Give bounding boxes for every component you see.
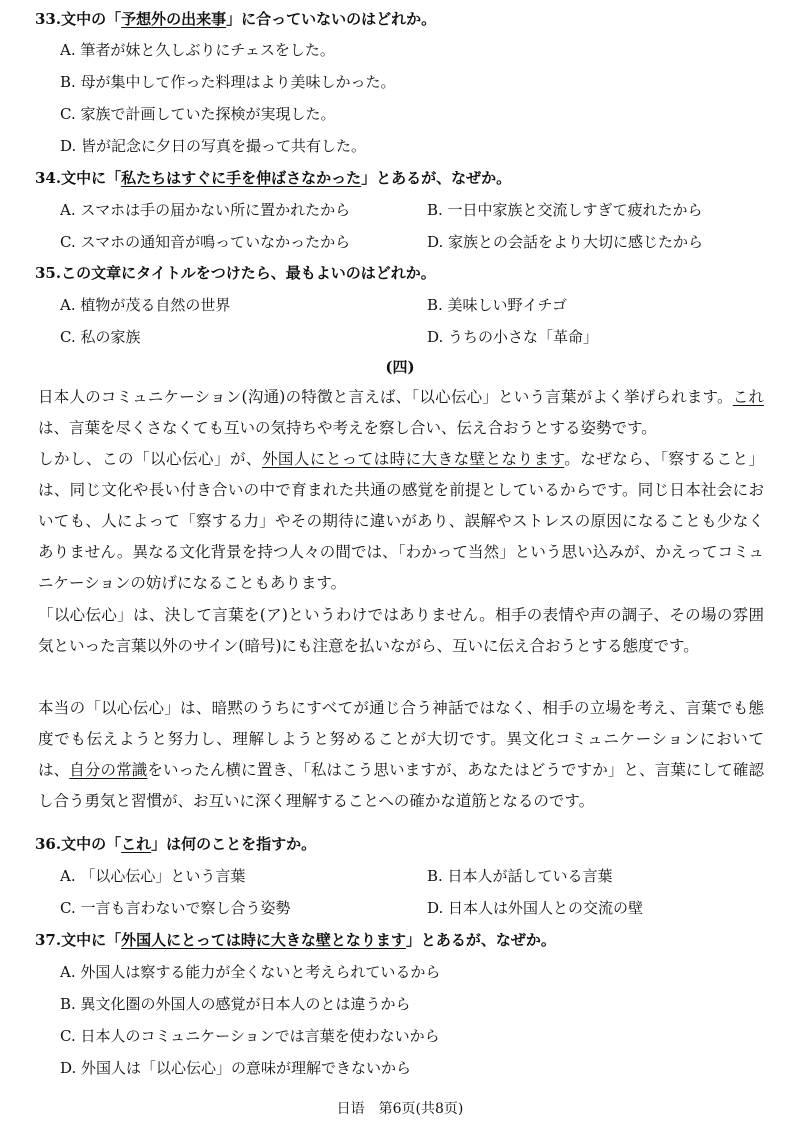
question-35: 35.この文章にタイトルをつけたら、最もよいのはどれか。 xyxy=(35,264,436,282)
option-b: B. 一日中家族と交流しすぎて疲れたから xyxy=(427,201,703,219)
underlined-phrase: 予想外の出来事 xyxy=(121,10,227,28)
option-a: A. スマホは手の届かない所に置かれたから xyxy=(60,201,351,219)
option-a: A. 「以心伝心」という言葉 xyxy=(60,867,246,885)
option-c: C. 一言も言わないで察し合う姿勢 xyxy=(60,899,291,917)
question-number: 34. xyxy=(35,169,62,187)
option-a: A. 植物が茂る自然の世界 xyxy=(60,296,231,314)
option-d: D. 皆が記念に夕日の写真を撮って共有した。 xyxy=(60,137,367,155)
option-b: B. 日本人が話している言葉 xyxy=(427,867,613,885)
option-a: A. 筆者が妹と久しぶりにチェスをした。 xyxy=(60,41,335,59)
option-b: B. 母が集中して作った料理はより美味しかった。 xyxy=(60,73,396,91)
question-number: 36. xyxy=(35,835,62,853)
passage-paragraph-3: 「以心伝心」は、決して言葉を(ア)というわけではありません。相手の表情や声の調子、その場の雰囲気といった言葉以外のサイン(暗号)にも注意を払いながら、互いに伝え合おうとする態度です。 xyxy=(38,606,764,655)
underlined-phrase: 外国人にとっては時に大きな壁となります xyxy=(261,450,565,468)
option-d: D. 日本人は外国人との交流の壁 xyxy=(427,899,644,917)
option-a: A. 外国人は察する能力が全くないと考えられているから xyxy=(60,963,441,981)
question-number: 37. xyxy=(35,931,62,949)
passage-paragraph-1: 日本人のコミュニケーション(沟通)の特徴と言えば、「以心伝心」という言葉がよく挙げられます。これは、言葉を尽くさなくても互いの気持ちや考えを察し合い、伝え合おうとする姿勢です。 xyxy=(38,388,764,437)
option-b: B. 美味しい野イチゴ xyxy=(427,296,567,314)
option-c: C. 私の家族 xyxy=(60,328,141,346)
option-d: D. 外国人は「以心伝心」の意味が理解できないから xyxy=(60,1059,412,1077)
option-c: C. 日本人のコミュニケーションでは言葉を使わないから xyxy=(60,1027,440,1045)
page-footer: 日语 第6页(共8页) xyxy=(336,1101,464,1117)
question-number: 35. xyxy=(35,264,62,282)
option-b: B. 異文化圏の外国人の感覚が日本人のとは違うから xyxy=(60,995,411,1013)
underlined-phrase: 外国人にとっては時に大きな壁となります xyxy=(121,931,406,949)
passage-paragraph-4: 本当の「以心伝心」は、暗黙のうちにすべてが通じ合う神話ではなく、相手の立場を考え、言葉でも態度でも伝えようと努力し、理解しようと努めることが大切です。異文化コミュニケーションにおいては、自分の常識をいったん横に置き、「私はこう思いますが、あなたはどうですか」と、言葉にして確認し合う勇気と習慣が、お互いに深く理解することへの確かな道筋となるのです。 xyxy=(38,699,764,810)
question-34: 34.文中に「私たちはすぐに手を伸ばさなかった」とあるが、なぜか。 xyxy=(35,169,512,187)
option-d: D. うちの小さな「革命」 xyxy=(427,328,599,346)
option-c: C. 家族で計画していた探検が実現した。 xyxy=(60,105,336,123)
underlined-phrase: これ xyxy=(121,835,152,853)
option-d: D. 家族との会話をより大切に感じたから xyxy=(427,233,704,251)
underlined-phrase: これ xyxy=(732,388,764,406)
section-heading: (四) xyxy=(385,358,415,376)
underlined-phrase: 自分の常識 xyxy=(69,761,148,779)
question-33: 33.文中の「予想外の出来事」に合っていないのはどれか。 xyxy=(35,10,437,28)
question-36: 36.文中の「これ」は何のことを指すか。 xyxy=(35,835,317,853)
passage-paragraph-2: しかし、この「以心伝心」が、外国人にとっては時に大きな壁となります。なぜなら、「察すること」は、同じ文化や長い付き合いの中で育まれた共通の感覚を前提としているからです。同じ日本社会においても、人によって「察する力」やその期待に違いがあり、誤解やストレスの原因になることも少なくありません。異なる文化背景を持つ人々の間では、「わかって当然」という思い込みが、かえってコミュニケーションの妨げになることもあります。 xyxy=(38,450,764,592)
question-37: 37.文中に「外国人にとっては時に大きな壁となります」とあるが、なぜか。 xyxy=(35,931,556,949)
question-number: 33. xyxy=(35,10,62,28)
underlined-phrase: 私たちはすぐに手を伸ばさなかった xyxy=(121,169,362,187)
option-c: C. スマホの通知音が鳴っていなかったから xyxy=(60,233,351,251)
